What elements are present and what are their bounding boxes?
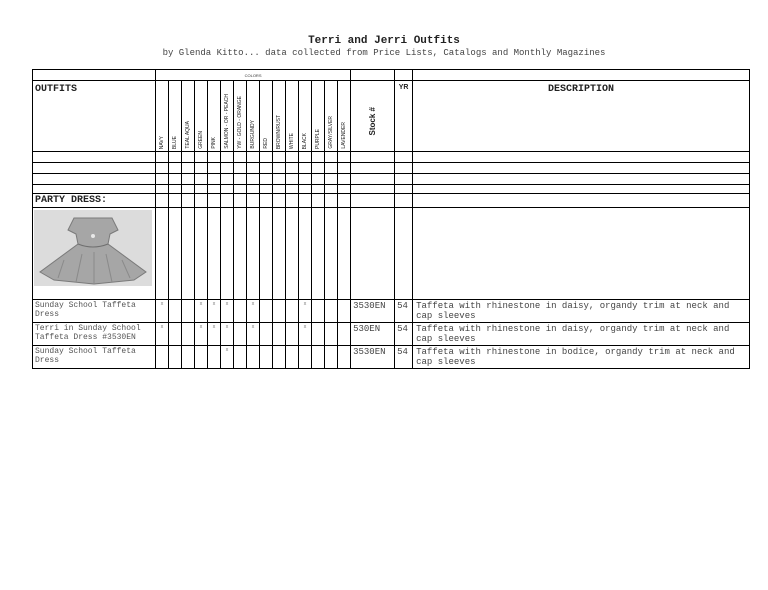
color-mark: x bbox=[156, 300, 169, 323]
blank-cell bbox=[221, 163, 234, 174]
blank-cell bbox=[413, 70, 750, 81]
blank-cell bbox=[351, 185, 395, 194]
color-label: NAVY bbox=[159, 135, 165, 149]
color-mark bbox=[286, 346, 299, 369]
stock-number: 3530EN bbox=[351, 300, 395, 323]
color-mark bbox=[234, 300, 247, 323]
blank-cell bbox=[260, 194, 273, 208]
blank-cell bbox=[299, 152, 312, 163]
color-mark bbox=[338, 346, 351, 369]
stock-header bbox=[351, 81, 395, 152]
color-label: PURPLE bbox=[315, 128, 321, 149]
blank-cell bbox=[351, 208, 395, 300]
color-mark: x bbox=[299, 323, 312, 346]
blank-cell bbox=[208, 194, 221, 208]
color-header-cell bbox=[208, 81, 221, 152]
color-label: YW - GOLD - ORANGE bbox=[237, 96, 243, 149]
color-mark bbox=[208, 346, 221, 369]
stock-number: 3530EN bbox=[351, 346, 395, 369]
photo-cell bbox=[33, 208, 156, 300]
color-label: GREEN bbox=[198, 131, 204, 149]
blank-cell bbox=[169, 174, 182, 185]
blank-cell bbox=[338, 163, 351, 174]
blank-cell bbox=[351, 163, 395, 174]
blank-cell bbox=[325, 152, 338, 163]
table-row bbox=[33, 300, 750, 323]
blank-cell bbox=[395, 185, 413, 194]
color-mark: x bbox=[195, 300, 208, 323]
color-mark bbox=[156, 346, 169, 369]
blank-cell bbox=[413, 163, 750, 174]
blank-cell bbox=[312, 174, 325, 185]
blank-cell bbox=[273, 163, 286, 174]
blank-cell bbox=[413, 152, 750, 163]
blank-cell bbox=[351, 70, 395, 81]
blank-cell bbox=[395, 70, 413, 81]
section-title: PARTY DRESS: bbox=[33, 194, 156, 208]
color-mark bbox=[260, 300, 273, 323]
blank-cell bbox=[338, 174, 351, 185]
blank-cell bbox=[169, 194, 182, 208]
blank-cell bbox=[221, 174, 234, 185]
blank-cell bbox=[195, 185, 208, 194]
blank-cell bbox=[325, 185, 338, 194]
table-row bbox=[33, 346, 750, 369]
blank-cell bbox=[182, 163, 195, 174]
description: Taffeta with rhinestone in daisy, organdy trim at neck and cap sleeves bbox=[413, 323, 750, 346]
color-header-cell bbox=[325, 81, 338, 152]
blank-cell bbox=[338, 152, 351, 163]
blank-cell bbox=[273, 174, 286, 185]
blank-cell bbox=[33, 174, 156, 185]
colors-header: COLORS bbox=[156, 70, 351, 81]
blank-cell bbox=[395, 208, 413, 300]
blank-cell bbox=[169, 152, 182, 163]
document-title: Terri and Jerri Outfits bbox=[308, 35, 460, 47]
color-label: TEAL AQUA bbox=[185, 121, 191, 149]
color-mark bbox=[286, 323, 299, 346]
color-header-cell bbox=[169, 81, 182, 152]
blank-cell bbox=[156, 194, 169, 208]
blank-cell bbox=[299, 174, 312, 185]
color-label: LAVENDER bbox=[341, 122, 348, 149]
blank-cell bbox=[33, 152, 156, 163]
color-mark: x bbox=[299, 300, 312, 323]
blank-cell bbox=[195, 152, 208, 163]
blank-cell bbox=[169, 163, 182, 174]
blank-cell bbox=[273, 152, 286, 163]
color-mark bbox=[286, 300, 299, 323]
blank-cell bbox=[247, 152, 260, 163]
color-mark bbox=[312, 323, 325, 346]
blank-cell bbox=[182, 174, 195, 185]
color-header-cell bbox=[338, 81, 351, 152]
document-subtitle: by Glenda Kitto... data collected from Price Lists, Catalogs and Monthly Magazines bbox=[162, 48, 606, 58]
blank-cell bbox=[208, 152, 221, 163]
color-header-cell bbox=[234, 81, 247, 152]
color-label: WHITE bbox=[289, 132, 295, 149]
blank-cell bbox=[221, 152, 234, 163]
blank-cell bbox=[299, 163, 312, 174]
color-mark bbox=[312, 346, 325, 369]
color-mark bbox=[325, 346, 338, 369]
color-label: RED bbox=[263, 138, 269, 149]
blank-cell bbox=[169, 185, 182, 194]
color-label: BROWN/RUST bbox=[276, 114, 282, 149]
blank-cell bbox=[312, 163, 325, 174]
blank-cell bbox=[221, 185, 234, 194]
yr-header: YR bbox=[395, 81, 413, 152]
color-mark bbox=[273, 346, 286, 369]
description-header: DESCRIPTION bbox=[413, 81, 750, 152]
blank-cell bbox=[413, 194, 750, 208]
blank-cell bbox=[312, 208, 325, 300]
table-row bbox=[33, 323, 750, 346]
blank-cell bbox=[351, 194, 395, 208]
color-mark bbox=[260, 323, 273, 346]
blank-cell bbox=[182, 208, 195, 300]
color-mark bbox=[182, 300, 195, 323]
blank-cell bbox=[286, 194, 299, 208]
blank-cell bbox=[286, 152, 299, 163]
blank-cell bbox=[247, 194, 260, 208]
color-header-cell bbox=[247, 81, 260, 152]
blank-cell bbox=[208, 174, 221, 185]
blank-cell bbox=[395, 174, 413, 185]
color-label: BURGUNDY bbox=[250, 120, 256, 149]
blank-cell bbox=[338, 208, 351, 300]
blank-cell bbox=[338, 185, 351, 194]
blank-cell bbox=[273, 208, 286, 300]
blank-cell bbox=[182, 194, 195, 208]
blank-cell bbox=[395, 163, 413, 174]
color-mark bbox=[182, 323, 195, 346]
color-mark bbox=[247, 346, 260, 369]
blank-cell bbox=[312, 194, 325, 208]
blank-cell bbox=[286, 185, 299, 194]
color-mark bbox=[169, 346, 182, 369]
blank-cell bbox=[413, 208, 750, 300]
color-mark: x bbox=[208, 300, 221, 323]
outfits-header: OUTFITS bbox=[33, 81, 156, 152]
spacer-row bbox=[33, 174, 750, 185]
blank-cell bbox=[33, 70, 156, 81]
color-mark bbox=[273, 323, 286, 346]
color-mark bbox=[338, 300, 351, 323]
blank-cell bbox=[33, 185, 156, 194]
blank-cell bbox=[260, 185, 273, 194]
blank-cell bbox=[325, 174, 338, 185]
blank-cell bbox=[169, 208, 182, 300]
stock-number: 530EN bbox=[351, 323, 395, 346]
blank-cell bbox=[351, 174, 395, 185]
color-mark bbox=[312, 300, 325, 323]
blank-cell bbox=[221, 194, 234, 208]
blank-cell bbox=[413, 185, 750, 194]
color-header-cell bbox=[195, 81, 208, 152]
blank-cell bbox=[286, 163, 299, 174]
year: 54 bbox=[395, 323, 413, 346]
color-mark: x bbox=[247, 323, 260, 346]
blank-cell bbox=[260, 152, 273, 163]
color-header-cell bbox=[299, 81, 312, 152]
blank-cell bbox=[234, 194, 247, 208]
color-mark bbox=[182, 346, 195, 369]
blank-cell bbox=[156, 163, 169, 174]
color-mark: x bbox=[156, 323, 169, 346]
color-mark bbox=[195, 346, 208, 369]
color-header-cell bbox=[182, 81, 195, 152]
color-label: BLUE bbox=[172, 135, 178, 149]
blank-cell bbox=[286, 174, 299, 185]
color-header-cell bbox=[312, 81, 325, 152]
color-mark bbox=[169, 323, 182, 346]
color-label: GRAY/SILVER bbox=[328, 116, 334, 149]
blank-cell bbox=[234, 174, 247, 185]
blank-cell bbox=[156, 174, 169, 185]
color-mark bbox=[338, 323, 351, 346]
dress-illustration bbox=[34, 210, 152, 286]
outfit-name: Sunday School Taffeta Dress bbox=[33, 300, 156, 323]
blank-cell bbox=[234, 163, 247, 174]
outfits-table bbox=[32, 69, 750, 369]
blank-cell bbox=[325, 194, 338, 208]
image-row bbox=[33, 208, 750, 300]
color-label: PINK bbox=[211, 137, 217, 149]
blank-cell bbox=[299, 208, 312, 300]
blank-cell bbox=[208, 185, 221, 194]
blank-cell bbox=[208, 163, 221, 174]
blank-cell bbox=[395, 194, 413, 208]
stock-header-label: Stock # bbox=[368, 106, 378, 135]
blank-cell bbox=[156, 185, 169, 194]
blank-cell bbox=[325, 163, 338, 174]
blank-cell bbox=[234, 185, 247, 194]
blank-cell bbox=[33, 163, 156, 174]
blank-cell bbox=[195, 194, 208, 208]
blank-cell bbox=[260, 174, 273, 185]
color-mark: x bbox=[247, 300, 260, 323]
blank-cell bbox=[338, 194, 351, 208]
spacer-row bbox=[33, 163, 750, 174]
outfit-name: Terri in Sunday School Taffeta Dress #3530EN bbox=[33, 323, 156, 346]
color-label: BLACK bbox=[302, 132, 308, 149]
blank-cell bbox=[208, 208, 221, 300]
color-mark bbox=[169, 300, 182, 323]
blank-cell bbox=[247, 163, 260, 174]
color-label: SALMON - OR - PEACH bbox=[224, 94, 230, 149]
party-dress-photo bbox=[34, 210, 152, 286]
blank-cell bbox=[234, 208, 247, 300]
blank-cell bbox=[260, 163, 273, 174]
blank-cell bbox=[351, 152, 395, 163]
blank-cell bbox=[312, 185, 325, 194]
color-mark bbox=[234, 323, 247, 346]
blank-cell bbox=[247, 185, 260, 194]
color-header-cell bbox=[260, 81, 273, 152]
spacer-row bbox=[33, 152, 750, 163]
color-header-cell bbox=[156, 81, 169, 152]
year: 54 bbox=[395, 346, 413, 369]
spacer-row bbox=[33, 185, 750, 194]
blank-cell bbox=[195, 208, 208, 300]
color-header-cell bbox=[221, 81, 234, 152]
color-mark: x bbox=[221, 300, 234, 323]
color-mark: x bbox=[221, 323, 234, 346]
blank-cell bbox=[182, 185, 195, 194]
color-mark: x bbox=[221, 346, 234, 369]
blank-cell bbox=[195, 174, 208, 185]
color-mark bbox=[325, 300, 338, 323]
blank-cell bbox=[273, 185, 286, 194]
blank-cell bbox=[273, 194, 286, 208]
blank-cell bbox=[413, 174, 750, 185]
blank-cell bbox=[299, 194, 312, 208]
blank-cell bbox=[182, 152, 195, 163]
description: Taffeta with rhinestone in bodice, organdy trim at neck and cap sleeves bbox=[413, 346, 750, 369]
description: Taffeta with rhinestone in daisy, organdy trim at neck and cap sleeves bbox=[413, 300, 750, 323]
blank-cell bbox=[299, 185, 312, 194]
blank-cell bbox=[234, 152, 247, 163]
blank-cell bbox=[195, 163, 208, 174]
blank-cell bbox=[395, 152, 413, 163]
color-mark bbox=[299, 346, 312, 369]
color-mark bbox=[234, 346, 247, 369]
section-row bbox=[33, 194, 750, 208]
blank-cell bbox=[247, 174, 260, 185]
year: 54 bbox=[395, 300, 413, 323]
blank-cell bbox=[156, 208, 169, 300]
color-mark bbox=[325, 323, 338, 346]
blank-cell bbox=[156, 152, 169, 163]
color-mark bbox=[260, 346, 273, 369]
color-header-cell bbox=[273, 81, 286, 152]
outfit-name: Sunday School Taffeta Dress bbox=[33, 346, 156, 369]
color-header-cell bbox=[286, 81, 299, 152]
blank-cell bbox=[221, 208, 234, 300]
blank-cell bbox=[286, 208, 299, 300]
blank-cell bbox=[312, 152, 325, 163]
blank-cell bbox=[260, 208, 273, 300]
color-mark: x bbox=[195, 323, 208, 346]
blank-cell bbox=[325, 208, 338, 300]
color-mark: x bbox=[208, 323, 221, 346]
blank-cell bbox=[247, 208, 260, 300]
color-mark bbox=[273, 300, 286, 323]
